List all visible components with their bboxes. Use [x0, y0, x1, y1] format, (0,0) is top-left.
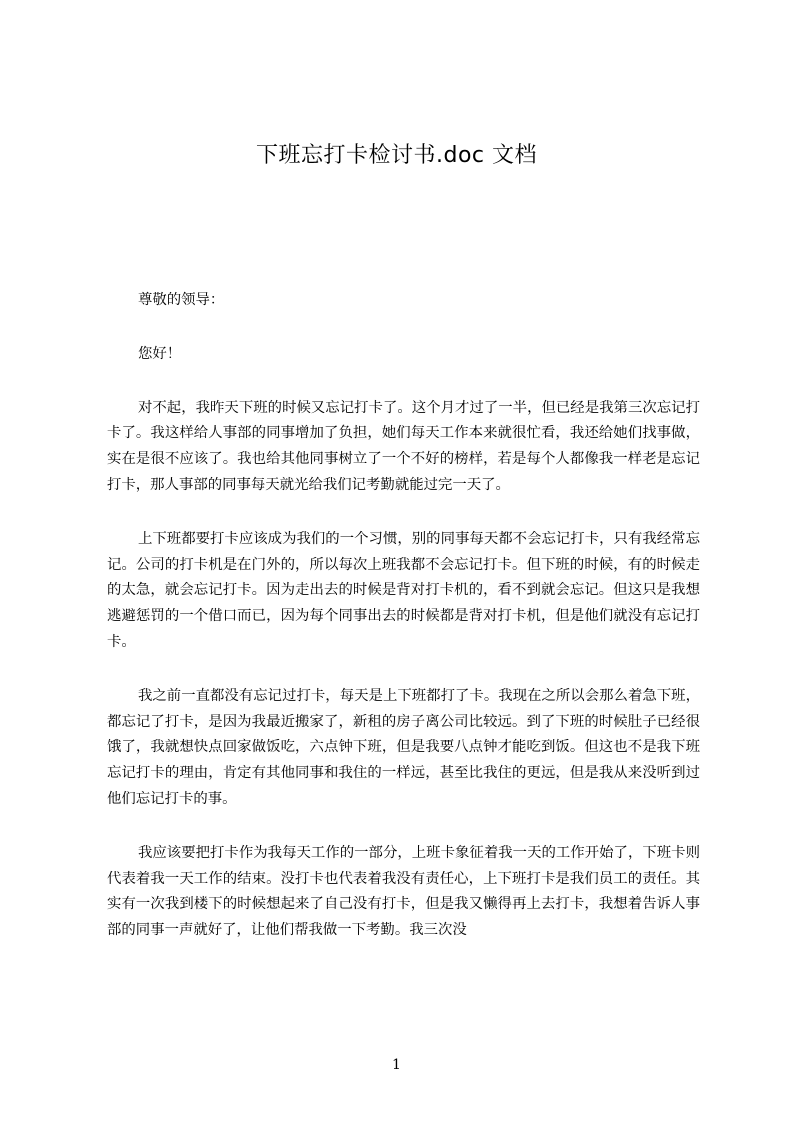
page-number: 1: [392, 1057, 401, 1073]
document-body: [107, 288, 700, 972]
greeting: 您好！: [137, 345, 182, 362]
document-title: 下班忘打卡检讨书.doc 文档: [255, 143, 537, 168]
paragraph: 对不起，我昨天下班的时候又忘记打卡了。这个月才过了一半，但已经是我第三次忘记打卡了。我这样给人事部的同事增加了负担，她们每天工作本来就很忙看，我还给她们找事做，实在是很不应该了。我也给其他同事树立了一个不好的榜样，若是每个人都像我一样老是忘记打卡，那人事部的同事每天就光给我们记考勤就能过完一天了。: [107, 399, 700, 493]
paragraph: 上下班都要打卡应该成为我们的一个习惯，别的同事每天都不会忘记打卡，只有我经常忘记。公司的打卡机是在门外的，所以每次上班我都不会忘记打卡。但下班的时候，有的时候走的太急，就会忘记打卡。因为走出去的时候是背对打卡机的，看不到就会忘记。但这只是我想逃避惩罚的一个借口而已，因为每个同事出去的时候都是背对打卡机，但是他们就没有忘记打卡。: [107, 530, 700, 650]
paragraph: 我应该要把打卡作为我每天工作的一部分，上班卡象征着我一天的工作开始了，下班卡则代表着我一天工作的结束。没打卡也代表着我没有责任心，上下班打卡是我们员工的责任。其实有一次我到楼下的时候想起来了自己没有打卡，但是我又懒得再上去打卡，我想着告诉人事部的同事一声就好了，让他们帮我做一下考勤。我三次没: [107, 844, 700, 939]
paragraph: 我之前一直都没有忘记过打卡，每天是上下班都打了卡。我现在之所以会那么着急下班，都忘记了打卡，是因为我最近搬家了，新租的房子离公司比较远。到了下班的时候肚子已经很饿了，我就想快点回家做饭吃，六点钟下班，但是我要八点钟才能吃到饭。但这也不是我下班忘记打卡的理由，肯定有其他同事和我住的一样远，甚至比我住的更远，但是我从来没听到过他们忘记打卡的事。: [107, 687, 700, 807]
salutation: 尊敬的领导：: [137, 292, 225, 308]
